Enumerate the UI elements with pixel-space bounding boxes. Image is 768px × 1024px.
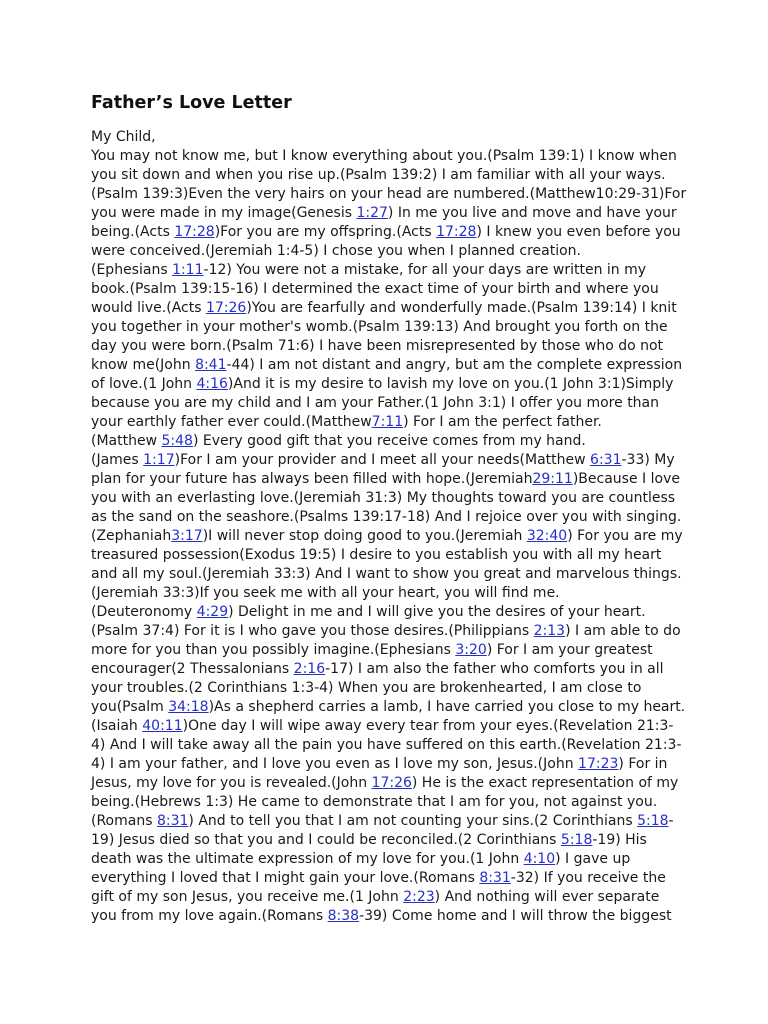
text-line [91,736,691,755]
text-segment: )For I am your provider and I meet all your needs(Matthew [174,452,591,468]
text-segment: -17) I am also the father who comforts you in all [325,661,664,677]
text-line [91,603,691,622]
text-line [91,793,691,812]
text-line [91,470,691,489]
scripture-link[interactable]: 1:11 [172,262,204,278]
text-line [91,223,691,242]
text-segment: gift of my son Jesus, you receive me.(1 John [91,889,404,905]
text-line [91,584,691,603]
text-line [91,432,691,451]
text-segment: ) For I am your greatest [486,642,653,658]
text-segment: you from my love again.(Romans [91,908,328,924]
scripture-link[interactable]: 1:27 [356,205,388,221]
scripture-link[interactable]: 40:11 [142,718,183,734]
text-segment: (Zephaniah [91,528,172,544]
text-segment: ) For you are my [567,528,683,544]
text-segment: ) I knew you even before you [476,224,681,240]
text-line [91,318,691,337]
text-segment: (Isaiah [91,718,143,734]
text-line [91,850,691,869]
text-line [91,717,691,736]
text-segment: )I will never stop doing good to you.(Jeremiah [202,528,527,544]
text-segment: you with an everlasting love.(Jeremiah 31:3) My thoughts toward you are countless [91,490,676,506]
text-line [91,185,691,204]
scripture-link[interactable]: 29:11 [532,471,573,487]
text-segment: )You are fearfully and wonderfully made.(Psalm 139:14) I knit [246,300,677,316]
scripture-link[interactable]: 17:28 [174,224,215,240]
text-segment: being.(Hebrews 1:3) He came to demonstrate that I am for you, not against you. [91,794,658,810]
text-line [91,394,691,413]
text-segment: ) And nothing will ever separate [434,889,660,905]
text-segment: 4) I am your father, and I love you even as I love my son, Jesus.(John [91,756,579,772]
text-segment: ) And to tell you that I am not counting your sins.(2 Corinthians [188,813,638,829]
text-segment: of love.(1 John [91,376,197,392]
text-line [91,698,691,717]
text-line [91,679,691,698]
text-line [91,907,691,926]
text-segment: -39) Come home and I will throw the biggest [359,908,672,924]
text-line [91,356,691,375]
text-segment: -12) You were not a mistake, for all your days are written in my [203,262,647,278]
text-segment: )For you are my offspring.(Acts [214,224,437,240]
text-segment: being.(Acts [91,224,175,240]
text-segment: (Romans [91,813,157,829]
text-line [91,831,691,850]
text-segment: ) I am able to do [565,623,681,639]
text-segment: your earthly father ever could.(Matthew [91,414,372,430]
text-segment: )As a shepherd carries a lamb, I have carried you close to my heart. [208,699,686,715]
scripture-link[interactable]: 8:41 [195,357,227,373]
scripture-link[interactable]: 5:18 [637,813,669,829]
text-segment: ) For I am the perfect father. [403,414,602,430]
letter-body [91,128,691,926]
text-segment: (Psalm 37:4) For it is I who gave you those desires.(Philippians [91,623,534,639]
text-segment: you sit down and when you rise up.(Psalm 139:2) I am familiar with all your ways. [91,167,666,183]
text-line [91,280,691,299]
text-segment: My Child, [91,129,156,145]
text-segment: you were made in my image(Genesis [91,205,357,221]
scripture-link[interactable]: 1:17 [143,452,175,468]
scripture-link[interactable]: 17:23 [578,756,619,772]
scripture-link[interactable]: 2:13 [533,623,566,639]
text-line [91,375,691,394]
text-segment: ) I gave up [555,851,631,867]
text-segment: day you were born.(Psalm 71:6) I have been misrepresented by those who do not [91,338,664,354]
text-segment: encourager(2 Thessalonians [91,661,294,677]
text-segment: were conceived.(Jeremiah 1:4-5) I chose you when I planned creation. [91,243,581,259]
text-segment: 4) And I will take away all the pain you have suffered on this earth.(Revelation 21:3- [91,737,682,753]
text-line [91,641,691,660]
text-segment: - [668,813,674,829]
text-line [91,451,691,470]
scripture-link[interactable]: 5:18 [560,832,593,848]
scripture-link[interactable]: 4:29 [196,604,229,620]
scripture-link[interactable]: 8:38 [327,908,360,924]
page-title: Father’s Love Letter [91,93,292,113]
text-line [91,622,691,641]
text-segment: would live.(Acts [91,300,206,316]
text-segment: ) Delight in me and I will give you the desires of your heart. [228,604,646,620]
text-segment: ) He is the exact representation of my [411,775,679,791]
text-segment: )And it is my desire to lavish my love on you.(1 John 3:1)Simply [227,376,674,392]
text-segment: -32) If you receive the [510,870,666,886]
text-segment: you together in your mother's womb.(Psalm 139:13) And brought you forth on the [91,319,668,335]
text-segment: (Jeremiah 33:3)If you seek me with all your heart, you will find me. [91,585,560,601]
scripture-link[interactable]: 6:31 [590,452,622,468]
text-segment: ) Every good gift that you receive comes from my hand. [192,433,586,449]
text-line [91,527,691,546]
text-segment: )Because I love [572,471,680,487]
text-line [91,869,691,888]
text-segment: -44) I am not distant and angry, but am the complete expression [226,357,683,373]
text-segment: and all my soul.(Jeremiah 33:3) And I want to show you great and marvelous things. [91,566,682,582]
text-segment: death was the ultimate expression of my love for you.(1 John [91,851,524,867]
text-line [91,508,691,527]
text-segment: plan for your future has always been filled with hope.(Jeremiah [91,471,533,487]
text-segment: ) For in [618,756,668,772]
text-segment: because you are my child and I am your Father.(1 John 3:1) I offer you more than [91,395,660,411]
text-line [91,888,691,907]
text-line [91,337,691,356]
text-line [91,546,691,565]
text-segment: (Psalm 139:3)Even the very hairs on your head are numbered.(Matthew10:29-31)For [91,186,687,202]
scripture-link[interactable]: 5:48 [161,433,193,449]
text-segment: -33) My [621,452,675,468]
text-line [91,565,691,584]
text-segment: treasured possession(Exodus 19:5) I desire to you establish you with all my heart [91,547,662,563]
scripture-link[interactable]: 32:40 [526,528,568,544]
text-segment: -19) His [592,832,647,848]
text-line [91,774,691,793]
text-segment: (Deuteronomy [91,604,197,620]
text-segment: )One day I will wipe away every tear from your eyes.(Revelation 21:3- [182,718,674,734]
text-line [91,812,691,831]
text-line [91,242,691,261]
text-segment: (Matthew [91,433,162,449]
scripture-link[interactable]: 3:17 [171,528,203,544]
text-line [91,204,691,223]
scripture-link[interactable]: 17:28 [436,224,477,240]
scripture-link[interactable]: 17:26 [371,775,412,791]
text-segment: more for you than you possibly imagine.(Ephesians [91,642,456,658]
scripture-link[interactable]: 17:26 [205,300,247,316]
text-segment: (James [91,452,144,468]
scripture-link[interactable]: 2:16 [293,661,326,677]
text-line [91,147,691,166]
text-segment: know me(John [91,357,196,373]
text-segment: Jesus, my love for you is revealed.(John [91,775,372,791]
text-line [91,755,691,774]
text-line [91,489,691,508]
scripture-link[interactable]: 2:23 [403,889,435,905]
text-segment: you(Psalm [91,699,169,715]
text-line [91,660,691,679]
text-line [91,128,691,147]
scripture-link[interactable]: 4:16 [196,376,228,392]
text-segment: your troubles.(2 Corinthians 1:3-4) When you are brokenhearted, I am close to [91,680,642,696]
scripture-link[interactable]: 3:20 [455,642,487,658]
text-segment: as the sand on the seashore.(Psalms 139:17-18) And I rejoice over you with singing. [91,509,682,525]
text-segment: You may not know me, but I know everything about you.(Psalm 139:1) I know when [91,148,677,164]
scripture-link[interactable]: 34:18 [168,699,209,715]
text-segment: 19) Jesus died so that you and I could be reconciled.(2 Corinthians [91,832,561,848]
text-segment: ) In me you live and move and have your [387,205,677,221]
scripture-link[interactable]: 8:31 [156,813,189,829]
scripture-link[interactable]: 7:11 [371,414,404,430]
text-line [91,166,691,185]
text-line [91,299,691,318]
text-segment: everything I loved that I might gain your love.(Romans [91,870,480,886]
scripture-link[interactable]: 4:10 [523,851,556,867]
text-line [91,261,691,280]
text-segment: book.(Psalm 139:15-16) I determined the exact time of your birth and where you [91,281,659,297]
scripture-link[interactable]: 8:31 [479,870,511,886]
text-line [91,413,691,432]
text-segment: (Ephesians [91,262,173,278]
